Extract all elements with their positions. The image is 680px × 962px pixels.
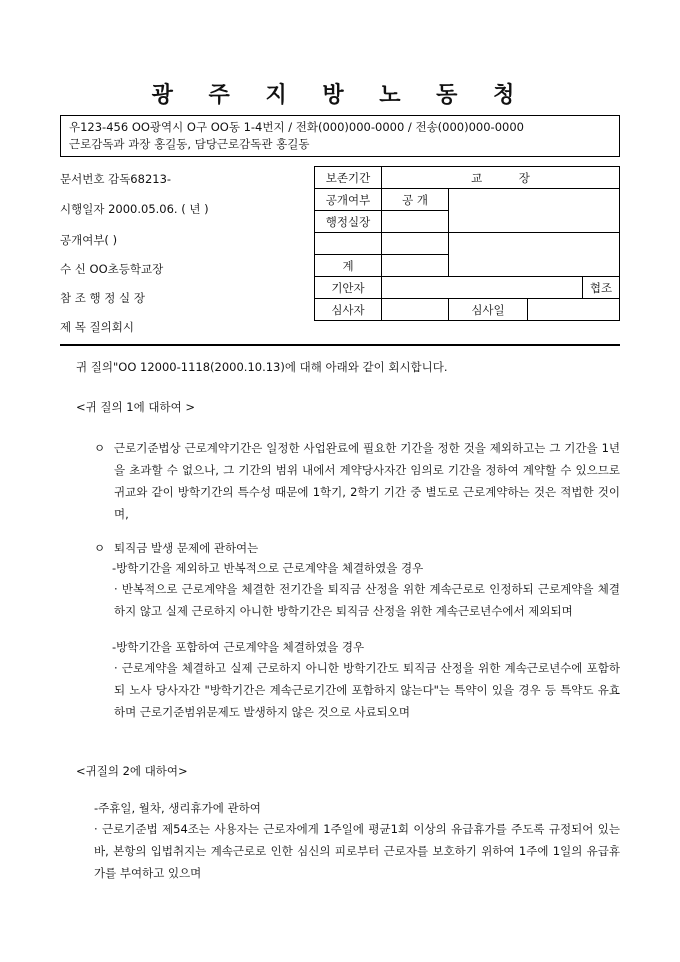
total-cell <box>382 255 449 277</box>
reviewer-label: 심사자 <box>315 299 382 321</box>
address-box <box>60 115 620 157</box>
total-label: 계 <box>315 255 382 277</box>
office-head-cell <box>382 211 449 233</box>
retention-label: 보존기간 <box>315 167 382 189</box>
q2-sub-item: -주휴일, 월차, 생리휴가에 관하여 <box>94 801 261 815</box>
q1-severance-title: 퇴직금 발생 문제에 관하여는 <box>114 541 259 555</box>
review-date-cell <box>528 299 620 321</box>
approval-cell <box>449 189 620 233</box>
q2-sub-detail: · 근로기준법 제54조는 사용자는 근로자에게 1주일에 평균1회 이상의 유급휴가를 주도록 규정되어 있는 바, 본항의 입법취지는 계속근로로 인한 심신의 피로부터 근로자를 보호하기 위하여 1주에 1일의 유급휴가를 부여하고 있으며 <box>94 822 620 880</box>
retention-value: 교 장 <box>382 167 620 189</box>
address-line: 우123-456 OO광역시 O구 OO동 1-4번지 / 전화(000)000-0000 / 전송(000)000-0000 <box>69 120 524 134</box>
recipient: 수 신 OO초등학교장 <box>60 262 164 276</box>
blank-cell <box>315 233 382 255</box>
cooperation-label: 협조 <box>583 277 620 299</box>
q1-sub-detail: · 반복적으로 근로계약을 체결한 전기간을 퇴직금 산정을 위한 계속근로로 인정하되 근로계약을 체결하지 않고 실제 근로하지 아니한 방학기간은 퇴직금 산정을 위한 계속근로년수에서 제외되며 <box>114 582 620 618</box>
bullet-icon: ㅇ <box>94 541 106 555</box>
approval-cell <box>449 233 620 277</box>
subject: 제 목 질의회시 <box>60 320 134 334</box>
q2-heading: <귀질의 2에 대하여> <box>76 764 188 778</box>
drafter-cell <box>382 277 583 299</box>
disclosure-value: 공 개 <box>382 189 449 211</box>
page-title: 광 주 지 방 노 동 청 <box>151 82 529 108</box>
intro-text: 귀 질의"OO 12000-1118(2000.10.13)에 대해 아래와 같이 회시합니다. <box>76 360 448 374</box>
q1-heading: <귀 질의 1에 대하여 > <box>76 400 195 414</box>
issue-date: 시행일자 2000.05.06. ( 년 ) <box>60 202 209 216</box>
blank-cell <box>382 233 449 255</box>
contact-line: 근로감독과 과장 홍길동, 담당근로감독관 홍길동 <box>69 137 310 151</box>
bullet-icon: ㅇ <box>94 441 106 455</box>
q1-paragraph: 근로기준법상 근로계약기간은 일정한 사업완료에 필요한 기간을 정한 것을 제외하고는 그 기간을 1년을 초과할 수 없으나, 그 기간의 범위 내에서 계약당사자간 임의로 기간을 정하여 계약할 수 있으므로 귀교와 같이 방학기간의 특수성 때문에 1학기, 2학기 기간 중 별도로 근로계약하는 것은 적법한 것이며, <box>114 441 620 521</box>
q1-sub-detail: · 근로계약을 체결하고 실제 근로하지 아니한 방학기간도 퇴직금 산정을 위한 계속근로년수에 포함하되 노사 당사자간 "방학기간은 계속근로기간에 포함하지 않는다"는 특약이 있을 경우 등 특약도 유효하며 근로기준범위문제도 발생하지 않은 것으로 사료되오며 <box>114 661 620 719</box>
drafter-label: 기안자 <box>315 277 382 299</box>
office-head-label: 행정실장 <box>315 211 382 233</box>
disclosure-status: 공개여부( ) <box>60 233 118 247</box>
reviewer-cell <box>382 299 449 321</box>
q1-sub-item: -방학기간을 제외하고 반복적으로 근로계약을 체결하였을 경우 <box>112 561 424 575</box>
q1-sub-item: -방학기간을 포함하여 근로계약을 체결하였을 경우 <box>112 640 365 654</box>
reference: 참 조 행 정 실 장 <box>60 291 145 305</box>
doc-number: 문서번호 감독68213- <box>60 172 172 186</box>
review-date-label: 심사일 <box>449 299 528 321</box>
disclosure-label: 공개여부 <box>315 189 382 211</box>
divider <box>60 344 620 346</box>
approval-table <box>314 166 620 321</box>
